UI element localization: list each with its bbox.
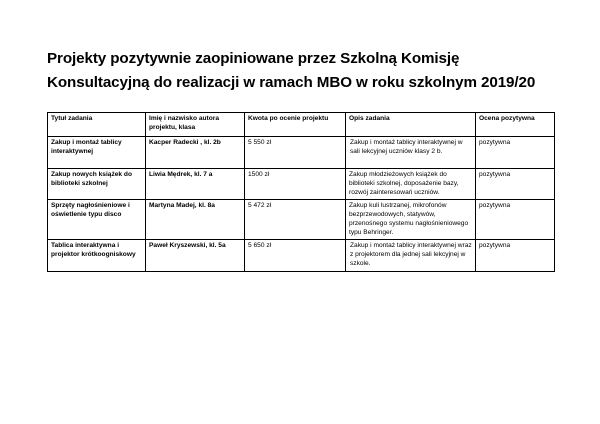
projects-table [47,112,555,272]
cell-rating: pozytywna [476,200,555,240]
document-title [47,47,577,95]
header-task-title: Tytuł zadania [48,113,146,137]
cell-rating: pozytywna [476,137,555,169]
cell-amount: 5 650 zł [245,240,346,272]
table-row [48,200,555,240]
cell-description: Zakup i montaż tablicy interaktywnej w sali lekcyjnej uczniów klasy 2 b. [346,137,476,169]
header-author: Imię i nazwisko autora projektu, klasa [146,113,245,137]
title-line-2: Konsultacyjną do realizacji w ramach MBO w roku szkolnym 2019/20 [47,74,536,91]
cell-amount: 5 550 zł [245,137,346,169]
cell-author: Paweł Kryszewski, kl. 5a [146,240,245,272]
cell-task-title: Tablica interaktywna i projektor krótkoogniskowy [48,240,146,272]
cell-task-title: Zakup nowych książek do biblioteki szkolnej [48,169,146,200]
cell-description: Zakup kuli lustrzanej, mikrofonów bezprzewodowych, statywów, przenośnego systemu nagłośnieniowego typu Behringer. [346,200,476,240]
cell-rating: pozytywna [476,169,555,200]
cell-author: Martyna Madej, kl. 8a [146,200,245,240]
cell-author: Kacper Radecki , kl. 2b [146,137,245,169]
cell-task-title: Zakup i montaż tablicy interaktywnej [48,137,146,169]
table-header-row [48,113,555,137]
table-row [48,169,555,200]
cell-rating: pozytywna [476,240,555,272]
header-description: Opis zadania [346,113,476,137]
cell-amount: 5 472 zł [245,200,346,240]
table-row [48,137,555,169]
cell-amount: 1500 zł [245,169,346,200]
header-rating: Ocena pozytywna [476,113,555,137]
cell-description: Zakup i montaż tablicy interaktywnej wraz z projektorem dla jednej sali lekcyjnej w szkole. [346,240,476,272]
cell-description: Zakup młodzieżowych książek do biblioteki szkolnej, doposażenie bazy, rozwój zainteresowań uczniów. [346,169,476,200]
table-row [48,240,555,272]
title-line-1: Projekty pozytywnie zaopiniowane przez Szkolną Komisję [47,50,460,67]
cell-author: Liwia Mędrek, kl. 7 a [146,169,245,200]
cell-task-title: Sprzęty nagłośnieniowe i oświetlenie typu disco [48,200,146,240]
header-amount: Kwota po ocenie projektu [245,113,346,137]
